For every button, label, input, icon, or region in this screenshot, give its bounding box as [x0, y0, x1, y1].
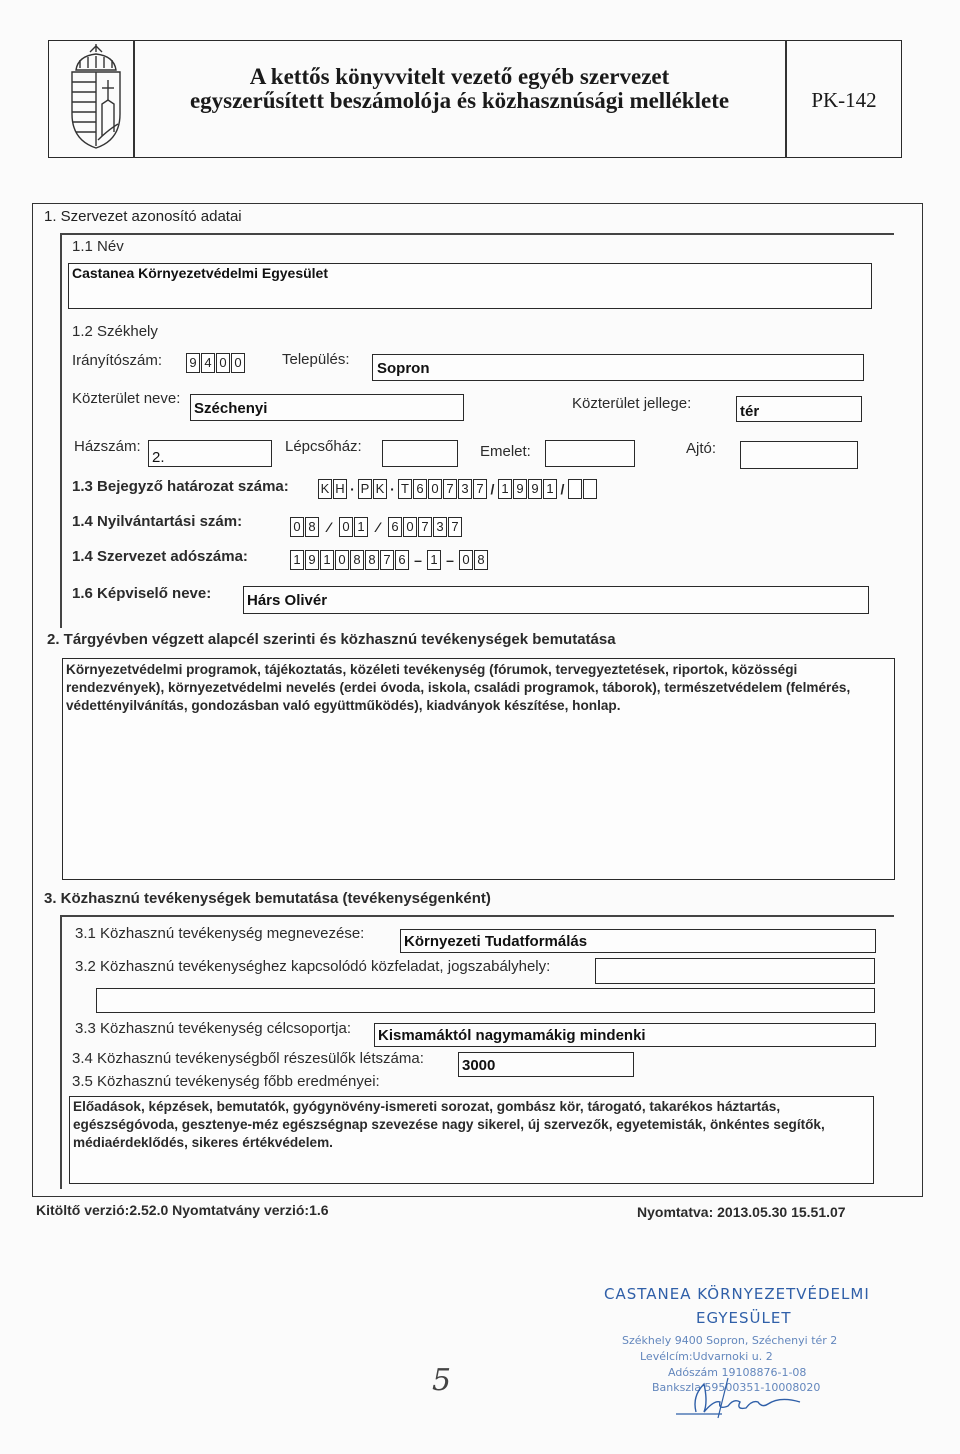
town-label: Település: — [282, 351, 350, 368]
stamp-line-mail: Levélcím:Udvarnoki u. 2 — [640, 1350, 773, 1363]
registry-char[interactable]: 6 — [413, 479, 427, 499]
tax-digit[interactable]: 8 — [474, 550, 488, 570]
target-group-value: Kismamáktól nagymamákig mindenki — [378, 1027, 646, 1044]
name-value: Castanea Környezetvédelmi Egyesület — [72, 265, 328, 281]
coat-of-arms-icon — [66, 44, 126, 152]
house-number-label: Házszám: — [74, 438, 141, 455]
registry-cells — [318, 479, 597, 499]
registry-char[interactable]: 3 — [458, 479, 472, 499]
registry-char[interactable]: 1 — [543, 479, 557, 499]
target-group-label: 3.3 Közhasznú tevékenység célcsoportja: — [75, 1020, 351, 1037]
form-title-line2: egyszerűsített beszámolója és közhasznúsági melléklete — [189, 88, 730, 113]
regnum-digit[interactable]: 6 — [388, 517, 402, 537]
zip-label: Irányítószám: — [72, 352, 163, 369]
stamp-line-seat: Székhely 9400 Sopron, Széchenyi tér 2 — [622, 1334, 838, 1347]
registry-char[interactable]: 9 — [513, 479, 527, 499]
activity-name-label: 3.1 Közhasznú tevékenység megnevezése: — [75, 925, 365, 942]
section1-heading: 1. Szervezet azonosító adatai — [44, 208, 242, 225]
town-field[interactable] — [372, 354, 864, 381]
section3-heading: 3. Közhasznú tevékenységek bemutatása (tevékenységenként) — [44, 890, 491, 907]
registry-char[interactable]: T — [398, 479, 412, 499]
zip-digit[interactable]: 4 — [201, 353, 215, 373]
tax-number-cells — [290, 550, 488, 570]
section3-subframe — [60, 915, 894, 917]
activities-text: Környezetvédelmi programok, tájékoztatás, közéleti tevékenység (fórumok, tervegyeztetések, riportok, közösségi rendezvények), környezetvédelmi nevelés (erdei óvoda, iskola, családi programok, táborok), természetvédelem (felmérés, védettényilvánítás, gondozásban való együttműködés), kiadványok készítése, honlap. — [66, 662, 851, 713]
regnum-separator: ⁄ — [376, 519, 380, 535]
public-task-label: 3.2 Közhasznú tevékenységhez kapcsolódó közfeladat, jogszabályhely: — [75, 958, 551, 975]
seat-label: 1.2 Székhely — [72, 323, 158, 340]
registry-char[interactable]: K — [373, 479, 387, 499]
tax-digit[interactable]: 1 — [320, 550, 334, 570]
registry-char[interactable]: 1 — [498, 479, 512, 499]
regnum-digit[interactable]: 7 — [448, 517, 462, 537]
door-field[interactable] — [740, 441, 858, 469]
tax-digit[interactable]: 0 — [335, 550, 349, 570]
tax-number-label: 1.4 Szervezet adószáma: — [72, 548, 248, 565]
tax-digit[interactable]: 7 — [380, 550, 394, 570]
door-label: Ajtó: — [686, 440, 717, 457]
regnum-digit[interactable]: 0 — [403, 517, 417, 537]
stamp-line-org: CASTANEA KÖRNYEZETVÉDELMI — [604, 1285, 870, 1303]
beneficiaries-value: 3000 — [462, 1057, 496, 1074]
regnum-label: 1.4 Nyilvántartási szám: — [72, 513, 243, 530]
tax-digit[interactable]: 9 — [305, 550, 319, 570]
form-title-line1: A kettős könyvvitelt vezető egyéb szervezet — [249, 64, 670, 89]
registry-char[interactable]: K — [318, 479, 332, 499]
stamp-line-bank: Bankszla 59500351-10008020 — [652, 1381, 821, 1394]
form-code: PK-142 — [811, 88, 877, 112]
house-number-value: 2. — [152, 449, 165, 466]
tax-digit[interactable]: 8 — [350, 550, 364, 570]
registry-label: 1.3 Bejegyző határozat száma: — [72, 478, 289, 495]
name-label: 1.1 Név — [72, 238, 124, 255]
tax-digit[interactable]: 6 — [395, 550, 409, 570]
representative-value: Hárs Olivér — [247, 592, 328, 609]
staircase-label: Lépcsőház: — [285, 438, 362, 455]
regnum-cells — [290, 517, 462, 537]
regnum-digit[interactable]: 0 — [290, 517, 304, 537]
section2-heading: 2. Tárgyévben végzett alapcél szerinti és közhasznú tevékenységek bemutatása — [47, 631, 616, 648]
regnum-digit[interactable]: 3 — [433, 517, 447, 537]
public-task-field-b[interactable] — [96, 988, 875, 1013]
results-text: Előadások, képzések, bemutatók, gyógynövény-ismereti sorozat, gombász kör, tárogató, takarékos háztartás, egészségóvoda, gesztenye-méz egészségnap szevezése nagy sikerel, új szervezők, egyetemisták, önkéntes segítők, médiaérdeklődés, sikeres értékvédelem. — [73, 1099, 825, 1150]
registry-separator: · — [350, 481, 355, 497]
zip-digit[interactable]: 0 — [231, 353, 245, 373]
regnum-digit[interactable]: 0 — [339, 517, 353, 537]
activity-name-value: Környezeti Tudatformálás — [404, 933, 588, 950]
street-type-value: tér — [740, 403, 760, 420]
tax-digit[interactable]: 0 — [459, 550, 473, 570]
registry-char[interactable]: H — [333, 479, 347, 499]
public-task-field-a[interactable] — [595, 958, 875, 984]
regnum-digit[interactable]: 8 — [305, 517, 319, 537]
tax-digit[interactable]: 8 — [365, 550, 379, 570]
regnum-digit[interactable]: 1 — [354, 517, 368, 537]
zip-digit[interactable]: 0 — [216, 353, 230, 373]
tax-separator: – — [414, 552, 422, 568]
house-number-field[interactable] — [148, 440, 272, 467]
beneficiaries-label: 3.4 Közhasznú tevékenységből részesülők létszáma: — [72, 1050, 424, 1067]
registry-char[interactable] — [583, 479, 597, 499]
street-label: Közterület neve: — [72, 390, 181, 407]
tax-digit[interactable]: 1 — [290, 550, 304, 570]
registry-char[interactable]: 7 — [443, 479, 457, 499]
version-info: Kitöltő verzió:2.52.0 Nyomtatvány verzió:1.6 — [36, 1202, 329, 1218]
registry-char[interactable]: P — [358, 479, 372, 499]
section1-subframe — [60, 233, 894, 235]
representative-field[interactable] — [243, 586, 869, 614]
tax-separator: – — [446, 552, 454, 568]
stamp-line-tax: Adószám 19108876-1-08 — [668, 1366, 807, 1379]
signature-icon — [670, 1372, 810, 1422]
floor-label: Emelet: — [480, 443, 531, 460]
stamp-line-org2: EGYESÜLET — [696, 1309, 792, 1327]
registry-separator: / — [490, 481, 495, 497]
registry-char[interactable]: 7 — [473, 479, 487, 499]
registry-char[interactable] — [568, 479, 582, 499]
section3-subframe-left — [60, 915, 62, 1189]
page-number-handwritten: 5 — [432, 1363, 452, 1398]
zip-digit[interactable]: 9 — [186, 353, 200, 373]
staircase-field[interactable] — [382, 440, 458, 467]
street-type-label: Közterület jellege: — [572, 395, 692, 412]
registry-char[interactable]: 9 — [528, 479, 542, 499]
section1-subframe-left — [60, 233, 62, 628]
print-date: Nyomtatva: 2013.05.30 15.51.07 — [637, 1204, 846, 1220]
street-value: Széchenyi — [194, 400, 268, 417]
results-label: 3.5 Közhasznú tevékenység főbb eredményei: — [72, 1073, 380, 1090]
regnum-separator: ⁄ — [327, 519, 331, 535]
floor-field[interactable] — [545, 440, 635, 467]
town-value: Sopron — [377, 360, 430, 377]
tax-digit[interactable]: 1 — [427, 550, 441, 570]
regnum-digit[interactable]: 7 — [418, 517, 432, 537]
registry-char[interactable]: 0 — [428, 479, 442, 499]
registry-separator: / — [560, 481, 565, 497]
registry-separator: · — [390, 481, 395, 497]
zip-cells — [186, 353, 245, 373]
representative-label: 1.6 Képviselő neve: — [72, 585, 212, 602]
